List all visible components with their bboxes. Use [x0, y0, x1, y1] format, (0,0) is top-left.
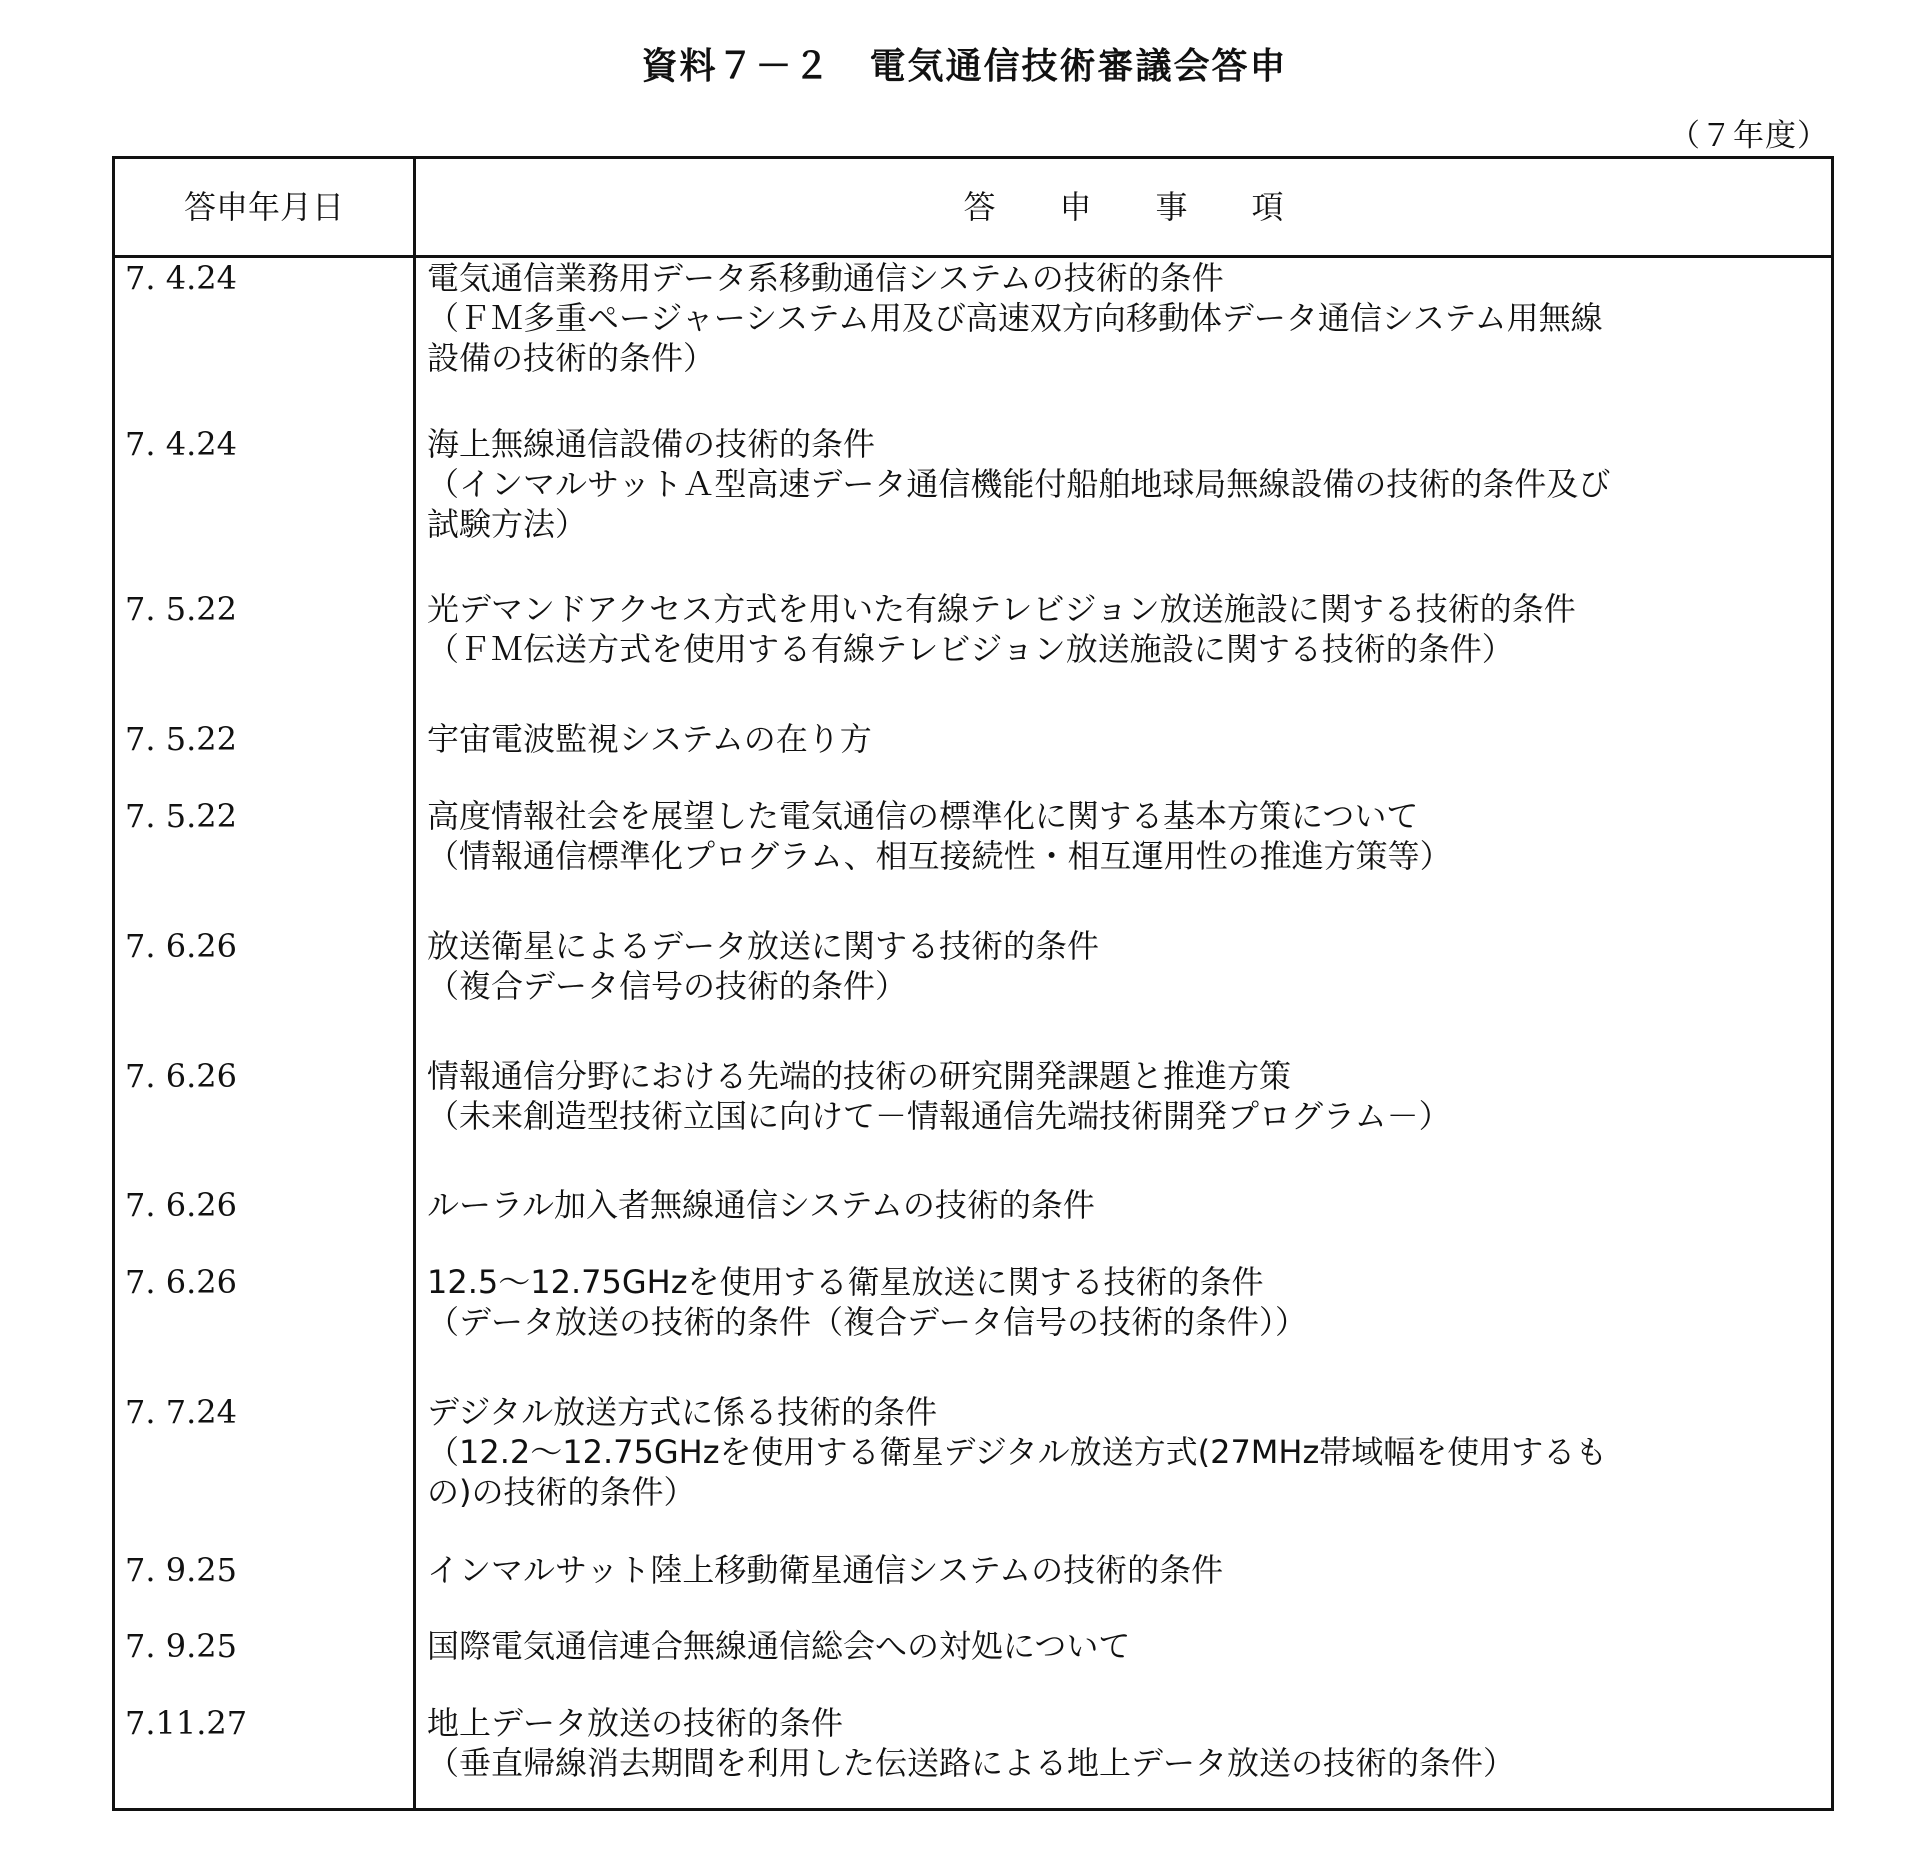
row-date: 7. 6.26: [125, 1263, 237, 1301]
row-item: [427, 796, 1822, 876]
row-item: [427, 1262, 1822, 1342]
row-date: 7. 5.22: [125, 797, 237, 835]
row-item: [427, 926, 1822, 1006]
item-line: デジタル放送方式に係る技術的条件: [427, 1393, 938, 1431]
item-line: 放送衛星によるデータ放送に関する技術的条件: [427, 927, 1100, 965]
fiscal-year-label: （７年度）: [1669, 118, 1829, 154]
report-table: [112, 156, 1834, 1811]
item-line: （データ放送の技術的条件（複合データ信号の技術的条件））: [427, 1303, 1308, 1341]
column-divider: [413, 159, 416, 1808]
row-date: 7. 9.25: [125, 1551, 237, 1589]
page-title: 資料７－２ 電気通信技術審議会答申: [641, 46, 1288, 87]
row-date: 7. 5.22: [125, 590, 237, 628]
item-line: （インマルサットＡ型高速データ通信機能付船舶地球局無線設備の技術的条件及び: [427, 465, 1611, 503]
item-line: 国際電気通信連合無線通信総会への対処について: [427, 1627, 1131, 1665]
item-line: 12.5～12.75GHzを使用する衛星放送に関する技術的条件: [427, 1263, 1264, 1301]
item-line: 情報通信分野における先端的技術の研究開発課題と推進方策: [427, 1057, 1292, 1095]
row-item: [427, 1703, 1822, 1783]
row-date: 7. 7.24: [125, 1393, 237, 1431]
row-item: [427, 1056, 1822, 1136]
row-item: [427, 1550, 1822, 1590]
row-date: 7. 4.24: [125, 425, 237, 463]
row-item: [427, 589, 1822, 669]
table-header: [115, 159, 1831, 258]
item-line: （垂直帰線消去期間を利用した伝送路による地上データ放送の技術的条件）: [427, 1744, 1516, 1782]
item-line: ルーラル加入者無線通信システムの技術的条件: [427, 1186, 1095, 1224]
row-date: 7. 6.26: [125, 1057, 237, 1095]
row-item: [427, 1392, 1822, 1512]
item-line: の)の技術的条件）: [427, 1473, 696, 1511]
row-item: [427, 424, 1822, 544]
item-line: （未来創造型技術立国に向けて－情報通信先端技術開発プログラム－）: [427, 1097, 1451, 1135]
item-line: （ＦＭ多重ページャーシステム用及び高速双方向移動体データ通信システム用無線: [427, 299, 1603, 337]
row-item: [427, 1626, 1822, 1666]
item-line: 電気通信業務用データ系移動通信システムの技術的条件: [427, 259, 1224, 297]
item-line: （ＦＭ伝送方式を使用する有線テレビジョン放送施設に関する技術的条件）: [427, 630, 1514, 668]
item-line: 光デマンドアクセス方式を用いた有線テレビジョン放送施設に関する技術的条件: [427, 590, 1576, 628]
row-date: 7. 4.24: [125, 259, 237, 297]
item-line: 試験方法）: [427, 505, 588, 543]
row-date: 7. 9.25: [125, 1627, 237, 1665]
row-date: 7. 6.26: [125, 1186, 237, 1224]
row-date: 7. 5.22: [125, 720, 237, 758]
item-line: 高度情報社会を展望した電気通信の標準化に関する基本方策について: [427, 797, 1419, 835]
item-line: 設備の技術的条件）: [427, 339, 716, 377]
header-date: 答申年月日: [183, 188, 344, 226]
row-date: 7. 6.26: [125, 927, 237, 965]
item-line: 宇宙電波監視システムの在り方: [427, 720, 872, 758]
row-date: 7.11.27: [125, 1704, 248, 1742]
item-line: （複合データ信号の技術的条件）: [427, 967, 908, 1005]
row-item: [427, 258, 1822, 378]
row-item: [427, 1185, 1822, 1225]
item-line: （12.2～12.75GHzを使用する衛星デジタル放送方式(27MHz帯域幅を使用するも: [427, 1433, 1608, 1471]
item-line: 地上データ放送の技術的条件: [427, 1704, 844, 1742]
header-item: 答 申 事 項: [963, 188, 1284, 226]
row-item: [427, 719, 1822, 759]
item-line: （情報通信標準化プログラム、相互接続性・相互運用性の推進方策等）: [427, 837, 1452, 875]
item-line: インマルサット陸上移動衛星通信システムの技術的条件: [427, 1551, 1224, 1589]
item-line: 海上無線通信設備の技術的条件: [427, 425, 876, 463]
